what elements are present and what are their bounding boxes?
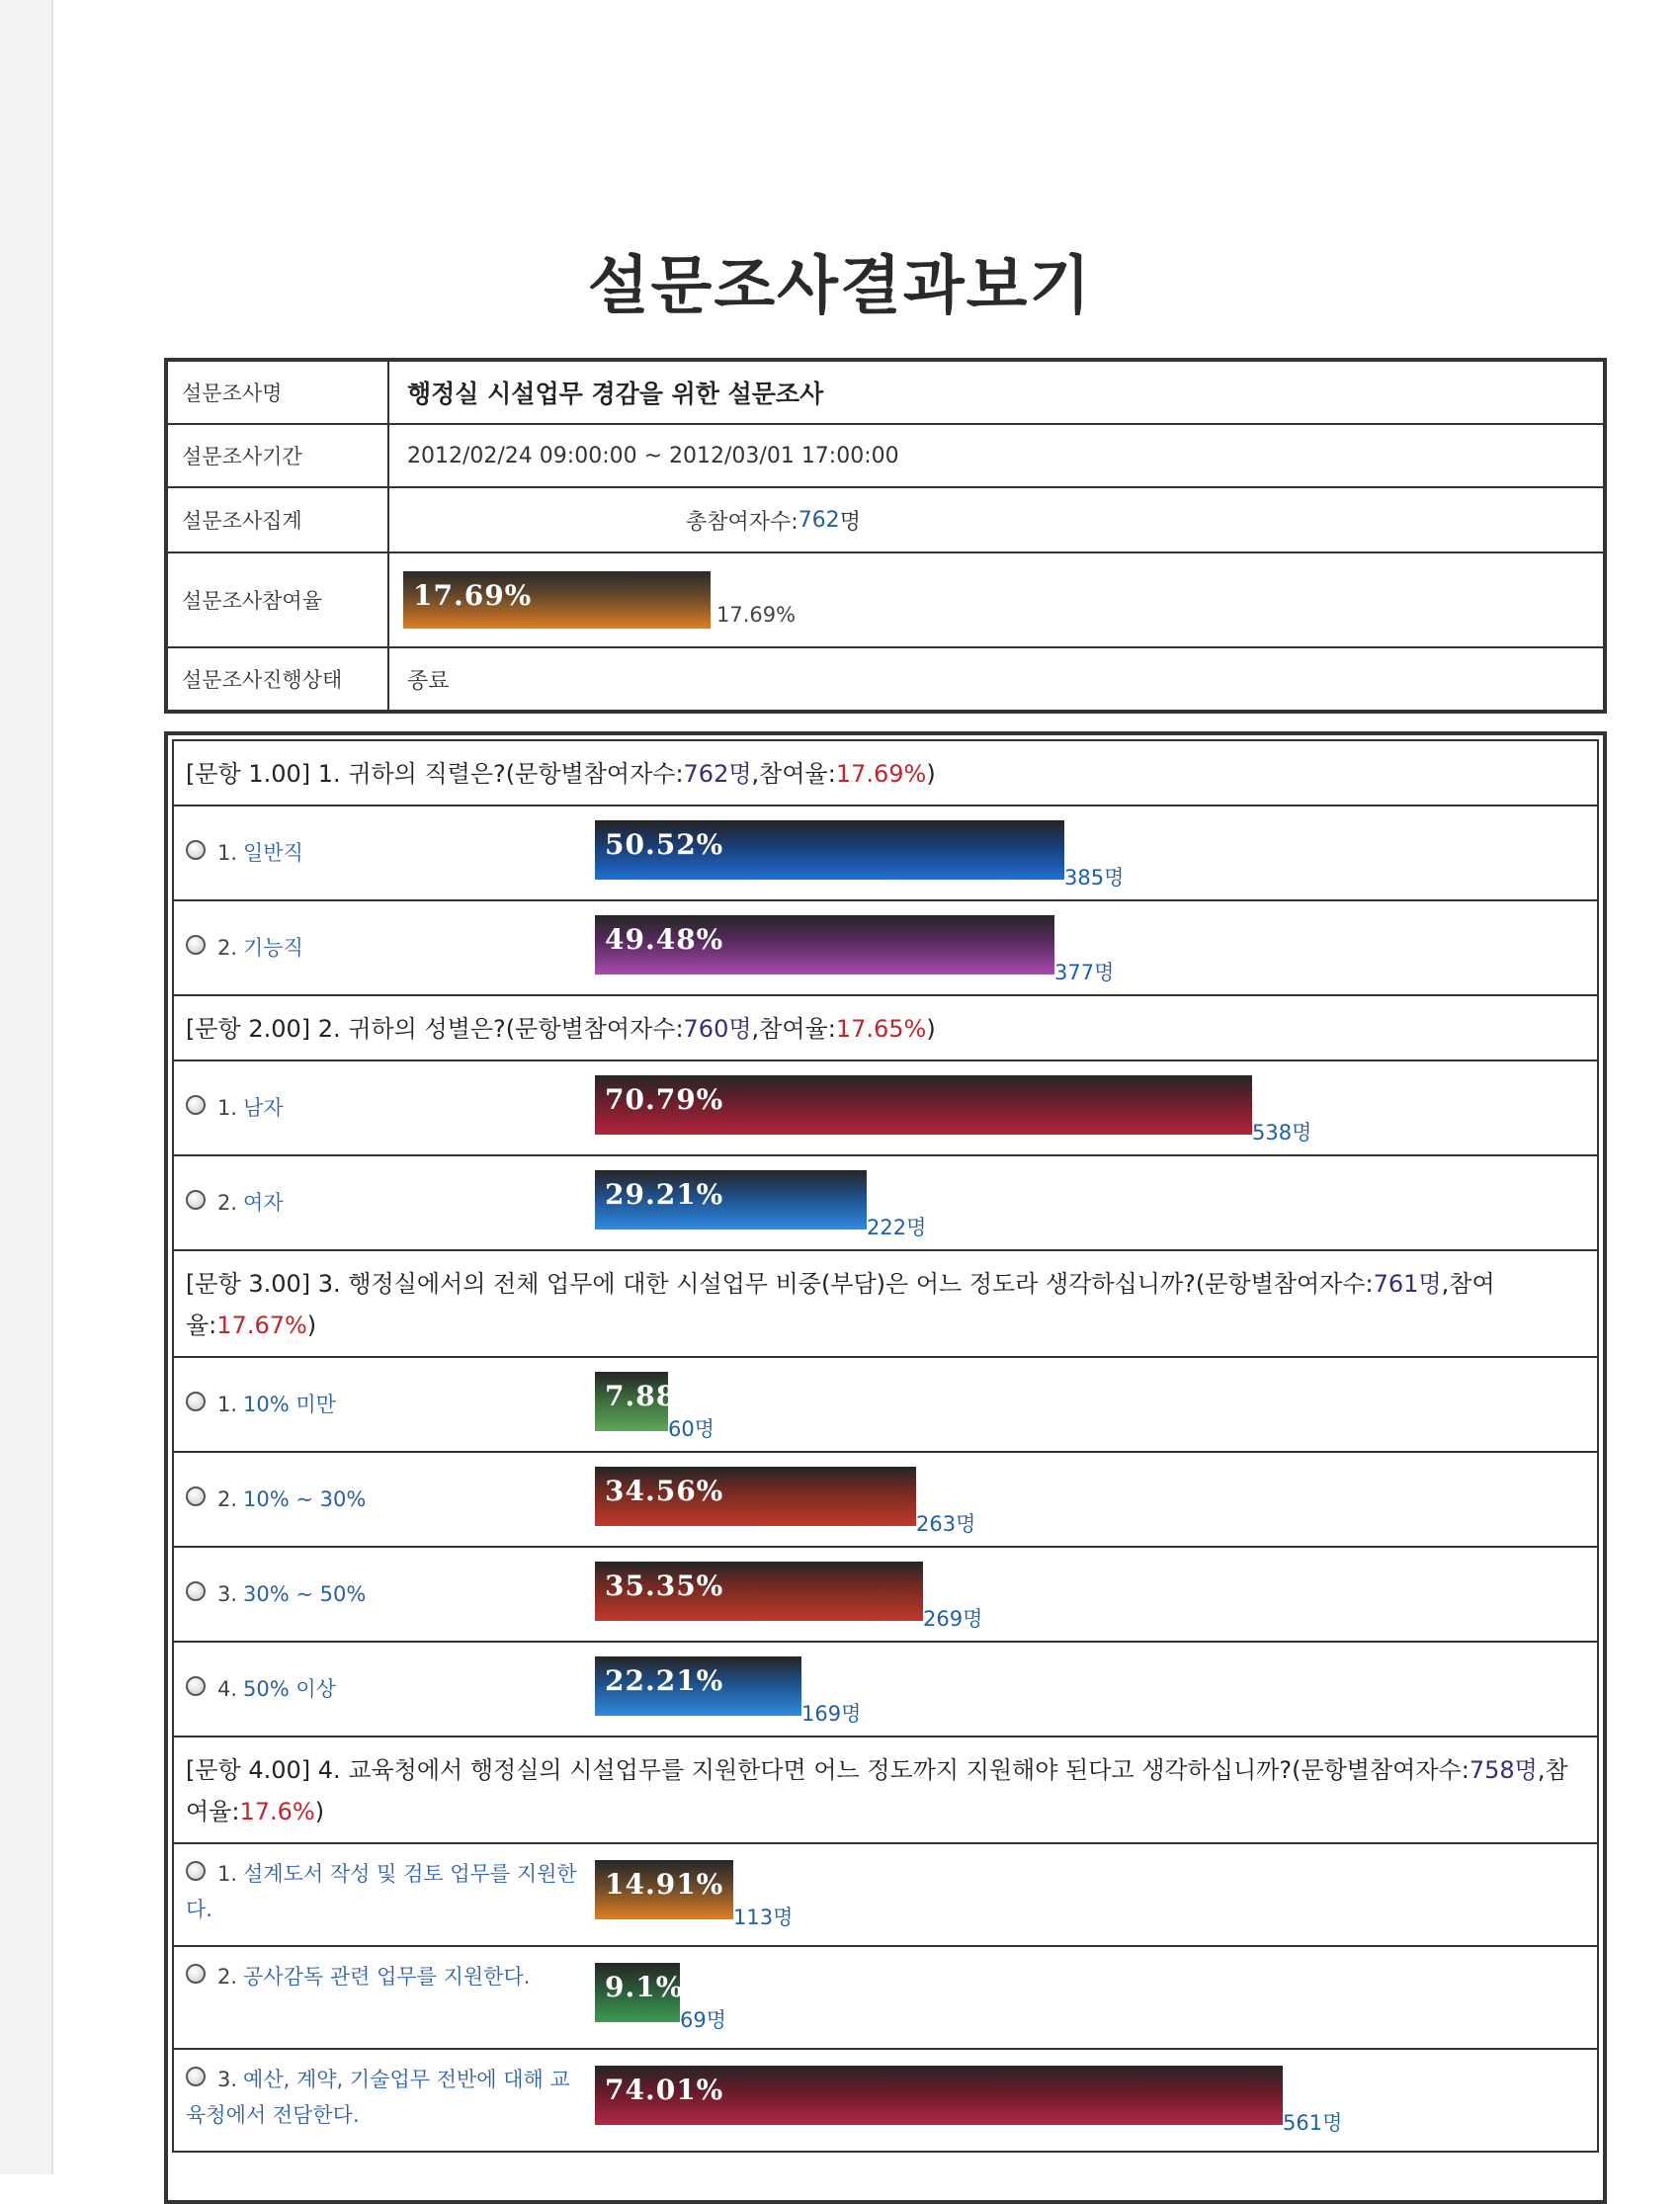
info-row-tally [168, 488, 1603, 553]
option-number: 1. [217, 1393, 238, 1416]
participation-rate [403, 571, 796, 629]
option-bar-cell [595, 1947, 1597, 2048]
option-label-cell[interactable] [174, 1358, 595, 1451]
results-list [172, 739, 1599, 2153]
result-bar-percent: 22.21% [605, 1664, 724, 1697]
result-bar [595, 820, 1064, 880]
option-bar-cell [595, 2050, 1597, 2151]
option-row [174, 1061, 1597, 1156]
option-text [186, 1576, 366, 1612]
participation-rate-bar-text: 17.69% [413, 579, 533, 612]
option-label-cell[interactable] [174, 901, 595, 994]
result-bar [595, 1963, 684, 2022]
radio-button-icon[interactable] [186, 2067, 206, 2086]
radio-button-icon[interactable] [186, 1095, 206, 1115]
option-text [186, 1090, 284, 1126]
result-bar-percent: 74.01% [605, 2074, 724, 2106]
question-rate: 17.69% [835, 760, 927, 788]
info-value-tally [389, 488, 1603, 551]
info-value-rate [389, 553, 1603, 646]
question-header [174, 1738, 1597, 1844]
info-row-status [168, 648, 1603, 710]
option-number: 2. [217, 1191, 238, 1215]
result-bar [595, 1860, 733, 1919]
result-count: 60명 [668, 1417, 715, 1441]
option-row [174, 1156, 1597, 1251]
question-participant-count: 762명 [683, 760, 752, 788]
option-label: 여자 [243, 1191, 284, 1215]
survey-status: 종료 [407, 668, 450, 694]
question-text: [문항 2.00] 2. 귀하의 성별은?(문항별참여자수: [186, 1015, 684, 1043]
question-rate-label: ,참여율: [186, 1270, 1495, 1339]
option-text [186, 1959, 530, 1994]
option-number: 1. [217, 1096, 238, 1120]
option-text [186, 835, 303, 871]
option-number: 2. [217, 1965, 238, 1989]
info-label-tally: 설문조사집계 [168, 488, 389, 551]
question-suffix: ) [306, 1312, 317, 1339]
result-bar [595, 1075, 1252, 1135]
question-suffix: ) [926, 760, 936, 788]
result-bar-percent: 34.56% [605, 1475, 724, 1507]
option-bar-cell [595, 1548, 1597, 1641]
participation-rate-value: 17.69% [716, 603, 797, 627]
radio-button-icon[interactable] [186, 1964, 206, 1984]
option-row [174, 2050, 1597, 2153]
result-count: 561명 [1283, 2111, 1343, 2135]
option-bar-cell [595, 1453, 1597, 1546]
result-count: 169명 [801, 1702, 862, 1726]
option-label-cell[interactable] [174, 1453, 595, 1546]
question-text: [문항 1.00] 1. 귀하의 직렬은?(문항별참여자수: [186, 760, 684, 788]
option-label: 일반직 [243, 841, 303, 865]
option-bar-cell [595, 1061, 1597, 1154]
radio-button-icon[interactable] [186, 1676, 206, 1696]
question-suffix: ) [314, 1798, 325, 1825]
option-text [186, 1482, 366, 1517]
result-bar [595, 1562, 923, 1621]
result-count: 269명 [923, 1607, 983, 1631]
result-count: 113명 [733, 1906, 794, 1929]
result-bar [595, 1656, 801, 1716]
info-value-name [389, 362, 1603, 423]
option-label-cell[interactable] [174, 1947, 595, 2048]
page-margin-strip [0, 0, 53, 2174]
option-row [174, 1453, 1597, 1548]
option-row [174, 1844, 1597, 1947]
option-row [174, 901, 1597, 996]
question-suffix: ) [926, 1015, 936, 1043]
result-bar [595, 1467, 916, 1526]
result-bar-percent: 29.21% [605, 1178, 724, 1211]
result-bar-percent: 70.79% [605, 1083, 724, 1116]
option-bar-cell [595, 1844, 1597, 1945]
option-label-cell[interactable] [174, 2050, 595, 2151]
result-bar [595, 1372, 704, 1431]
question-rate-label: ,참여율: [186, 1756, 1568, 1825]
option-label: 공사감독 관련 업무를 지원한다. [243, 1965, 531, 1989]
info-label-name: 설문조사명 [168, 362, 389, 423]
question-rate: 17.6% [239, 1798, 315, 1825]
option-row [174, 1947, 1597, 2050]
result-bar-percent: 49.48% [605, 923, 724, 956]
survey-name: 행정실 시설업무 경감을 위한 설문조사 [407, 380, 824, 408]
result-count: 538명 [1252, 1121, 1312, 1144]
question-rate: 17.67% [216, 1312, 307, 1339]
info-row-rate [168, 553, 1603, 648]
question-rate: 17.65% [835, 1015, 927, 1043]
page-title: 설문조사결과보기 [587, 249, 1093, 323]
question-participant-count: 761명 [1373, 1270, 1442, 1298]
radio-button-icon[interactable] [186, 840, 206, 860]
question-header [174, 741, 1597, 806]
total-participants-label: 총참여자수: [686, 509, 798, 535]
option-label: 기능직 [243, 936, 303, 960]
option-label-cell[interactable] [174, 1844, 595, 1945]
radio-button-icon[interactable] [186, 1392, 206, 1411]
option-text [186, 1387, 336, 1422]
option-label-cell[interactable] [174, 806, 595, 899]
question-header [174, 996, 1597, 1061]
option-label: 30% ~ 50% [243, 1582, 367, 1606]
option-row [174, 1548, 1597, 1643]
option-label: 예산, 계약, 기술업무 전반에 대해 교육청에서 전담한다. [186, 2068, 570, 2127]
option-bar-cell [595, 901, 1597, 994]
radio-button-icon[interactable] [186, 1486, 206, 1506]
result-bar-percent: 35.35% [605, 1569, 724, 1602]
radio-button-icon[interactable] [186, 935, 206, 955]
participation-rate-bar [403, 571, 711, 629]
result-count: 222명 [867, 1216, 927, 1239]
result-bar [595, 1170, 867, 1229]
option-bar-cell [595, 1156, 1597, 1249]
option-number: 1. [217, 841, 238, 865]
option-number: 2. [217, 936, 238, 960]
option-text [186, 1671, 336, 1707]
option-bar-cell [595, 806, 1597, 899]
radio-button-icon[interactable] [186, 1190, 206, 1210]
result-bar-percent: 9.1% [605, 1971, 684, 2003]
option-label-cell[interactable] [174, 1061, 595, 1154]
option-text [186, 1856, 583, 1927]
option-label-cell[interactable] [174, 1156, 595, 1249]
radio-button-icon[interactable] [186, 1861, 206, 1881]
question-participant-count: 760명 [683, 1015, 752, 1043]
option-label: 남자 [243, 1096, 284, 1120]
question-participant-count: 758명 [1469, 1756, 1538, 1784]
radio-button-icon[interactable] [186, 1581, 206, 1601]
survey-info-table [164, 358, 1607, 714]
question-text: [문항 3.00] 3. 행정실에서의 전체 업무에 대한 시설업무 비중(부담)은 어느 정도라 생각하십니까?(문항별참여자수: [186, 1270, 1374, 1298]
total-participants-count: 762 [798, 507, 840, 533]
result-count: 377명 [1054, 961, 1115, 984]
option-row [174, 1643, 1597, 1738]
option-number: 3. [217, 1582, 238, 1606]
option-text [186, 930, 303, 966]
result-bar [595, 2066, 1283, 2125]
result-count: 263명 [916, 1512, 976, 1536]
info-label-period: 설문조사기간 [168, 425, 389, 486]
result-bar-percent: 50.52% [605, 828, 724, 861]
result-bar-percent: 7.88% [605, 1380, 704, 1412]
result-bar-percent: 14.91% [605, 1868, 724, 1901]
option-row [174, 806, 1597, 901]
option-label: 10% ~ 30% [243, 1487, 367, 1511]
question-rate-label: ,참여율: [751, 1015, 836, 1043]
option-number: 3. [217, 2068, 238, 2091]
result-count: 69명 [680, 2008, 727, 2032]
result-count: 385명 [1064, 866, 1125, 890]
question-header [174, 1251, 1597, 1358]
total-participants-unit: 명 [839, 509, 861, 535]
option-text [186, 1185, 284, 1221]
result-bar [595, 915, 1054, 975]
option-label-cell[interactable] [174, 1643, 595, 1736]
option-number: 2. [217, 1487, 238, 1511]
info-row-name [168, 362, 1603, 425]
option-row [174, 1358, 1597, 1453]
option-number: 1. [217, 1862, 238, 1886]
option-bar-cell [595, 1358, 1597, 1451]
option-text [186, 2062, 583, 2133]
survey-results [164, 731, 1607, 2204]
question-rate-label: ,참여율: [751, 760, 836, 788]
option-label: 10% 미만 [243, 1393, 336, 1416]
option-number: 4. [217, 1677, 238, 1701]
option-label-cell[interactable] [174, 1548, 595, 1641]
info-row-period [168, 425, 1603, 488]
question-text: [문항 4.00] 4. 교육청에서 행정실의 시설업무를 지원한다면 어느 정도까지 지원해야 된다고 생각하십니까?(문항별참여자수: [186, 1756, 1470, 1784]
option-label: 설계도서 작성 및 검토 업무를 지원한다. [186, 1862, 577, 1921]
option-label: 50% 이상 [243, 1677, 336, 1701]
survey-period: 2012/02/24 09:00:00 ~ 2012/03/01 17:00:00 [407, 443, 899, 468]
info-label-rate: 설문조사참여율 [168, 553, 389, 646]
option-bar-cell [595, 1643, 1597, 1736]
info-label-status: 설문조사진행상태 [168, 648, 389, 710]
